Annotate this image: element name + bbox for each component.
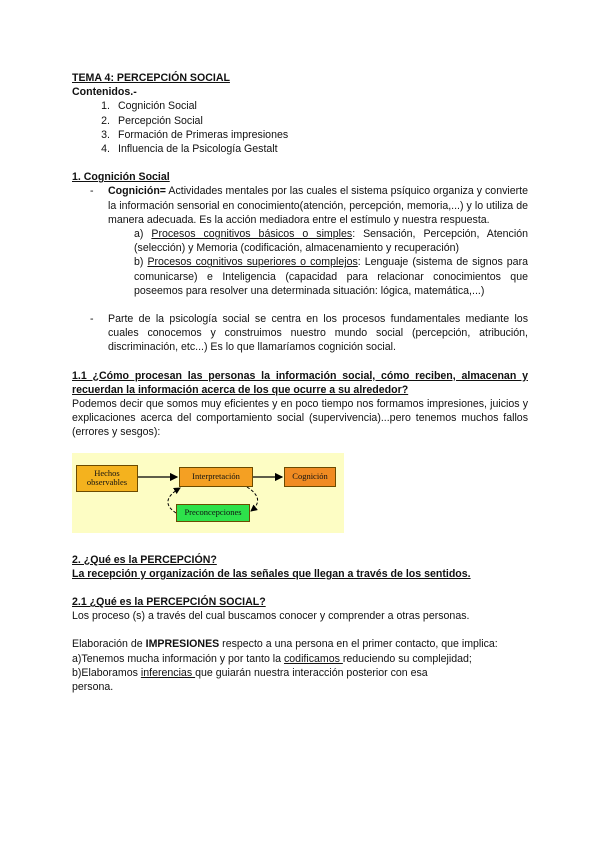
impresiones-item-b: b)Elaboramos inferencias que guiarán nuestra interacción posterior con esa [72,666,428,679]
section-2-1-text: Los proceso (s) a través del cual buscamos conocer y comprender a otras personas. [72,610,470,623]
contents-item: 2. Percepción Social [101,114,203,127]
box-interpretacion: Interpretación [179,467,253,487]
impresiones-paragraph: Elaboración de IMPRESIONES respecto a una persona en el primer contacto, que implica: [72,638,498,651]
sub-item-b: b) Procesos cognitivos superiores o complejos: Lenguaje (sistema de signos para comunicarse) e Inteligencia (capacidad para relacionar conocimientos que poseemos para resolver una determinada situación: lógica, matemática,...) [134,256,528,297]
bullet-parte: - Parte de la psicología social se centra en los procesos fundamentales mediante los cuales conocemos y construimos nuestro mundo social (percepción, atribución, discriminación, etc...) Es lo que llamaríamos cognición social. [72,312,528,355]
bullet-cognicion: - Cognición= Actividades mentales por las cuales el sistema psíquico organiza y convierte la información sensorial en conocimiento(atención, percepción, memoria,...) y lo utiliza de manera adecuada. Es la acción mediadora entre el estímulo y nuestra respuesta. [72,184,528,227]
contents-item: 1. Cognición Social [101,100,197,113]
sub-item-a: a) Procesos cognitivos básicos o simples: Sensación, Percepción, Atención (selección) y Memoria (codificación, almacenamiento y recuperación) [134,228,528,255]
dash-marker: - [90,185,94,198]
contents-item: 3. Formación de Primeras impresiones [101,128,289,141]
contents-label: Contenidos.- [72,86,137,99]
contents-list [72,99,528,156]
contents-item: 4. Influencia de la Psicología Gestalt [101,143,278,156]
box-hechos: Hechos observables [76,465,138,492]
dash-marker: - [90,313,94,326]
section-2-heading: 2. ¿Qué es la PERCEPCIÓN? [72,553,217,566]
doc-title: TEMA 4: PERCEPCIÓN SOCIAL [72,72,230,84]
impresiones-item-b-end: persona. [72,681,114,694]
impresiones-item-a: a)Tenemos mucha información y por tanto la codificamos reduciendo su complejidad; [72,652,472,665]
box-preconcepciones: Preconcepciones [176,504,250,522]
section-1-1-text: Podemos decir que somos muy eficientes y en poco tiempo nos formamos impresiones, juicios y explicaciones acerca del comportamiento social (supervivencia)...pero tenemos muchos fallos (errores y sesgos): [72,398,528,439]
cognition-diagram [72,453,344,533]
box-cognicion: Cognición [284,467,336,487]
section-1-1-heading: 1.1 ¿Cómo procesan las personas la información social, cómo reciben, almacenan y recuerdan la información acerca de los que ocurre a su alrededor? [72,369,528,396]
document-page [72,71,528,694]
section-2-subheading: La recepción y organización de las señales que llegan a través de los sentidos. [72,567,471,580]
section-2-1-heading: 2.1 ¿Qué es la PERCEPCIÓN SOCIAL? [72,596,266,609]
section-1-heading: 1. Cognición Social [72,171,170,184]
